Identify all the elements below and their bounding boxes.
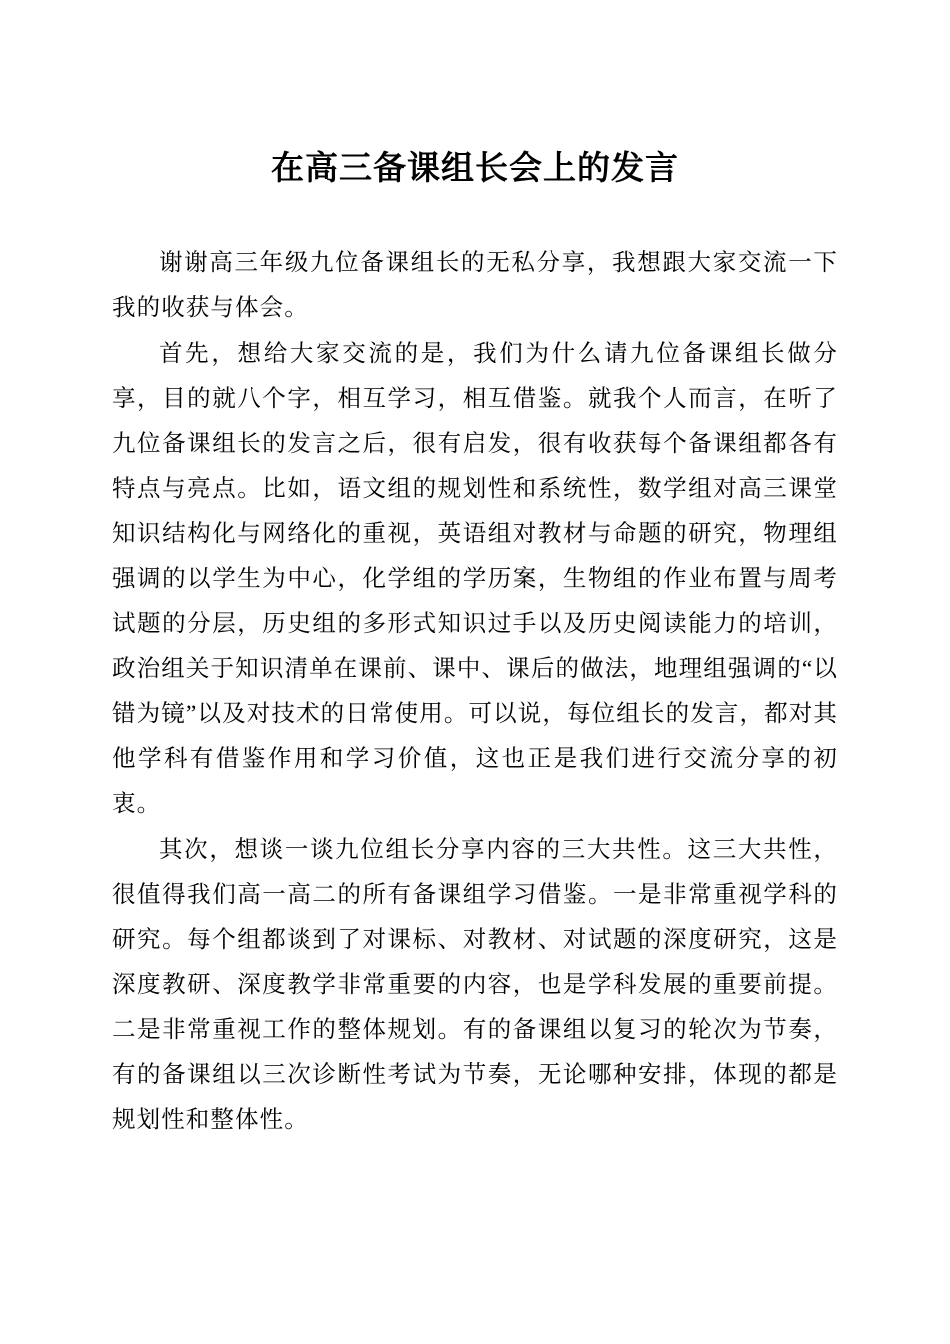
paragraph: 其次，想谈一谈九位组长分享内容的三大共性。这三大共性，很值得我们高一高二的所有备课组学习借鉴。一是非常重视学科的研究。每个组都谈到了对课标、对教材、对试题的深度研究，这是深度教研、深度教学非常重要的内容，也是学科发展的重要前提。二是非常重视工作的整体规划。有的备课组以复习的轮次为节奏，有的备课组以三次诊断性考试为节奏，无论哪种安排，体现的都是规划性和整体性。 <box>112 836 838 1133</box>
page-title: 在高三备课组长会上的发言 <box>271 151 679 187</box>
paragraph-list <box>112 241 838 1143</box>
document-body <box>112 0 838 1144</box>
paragraph: 首先，想给大家交流的是，我们为什么请九位备课组长做分享，目的就八个字，相互学习，相互借鉴。就我个人而言，在听了九位备课组长的发言之后，很有启发，很有收获每个备课组都各有特点与亮点。比如，语文组的规划性和系统性，数学组对高三课堂知识结构化与网络化的重视，英语组对教材与命题的研究，物理组强调的以学生为中心，化学组的学历案，生物组的作业布置与周考试题的分层，历史组的多形式知识过手以及历史阅读能力的培训，政治组关于知识清单在课前、课中、课后的做法，地理组强调的“以错为镜”以及对技术的日常使用。可以说，每位组长的发言，都对其他学科有借鉴作用和学习价值，这也正是我们进行交流分享的初衷。 <box>112 340 838 817</box>
paragraph: 谢谢高三年级九位备课组长的无私分享，我想跟大家交流一下我的收获与体会。 <box>112 249 838 321</box>
